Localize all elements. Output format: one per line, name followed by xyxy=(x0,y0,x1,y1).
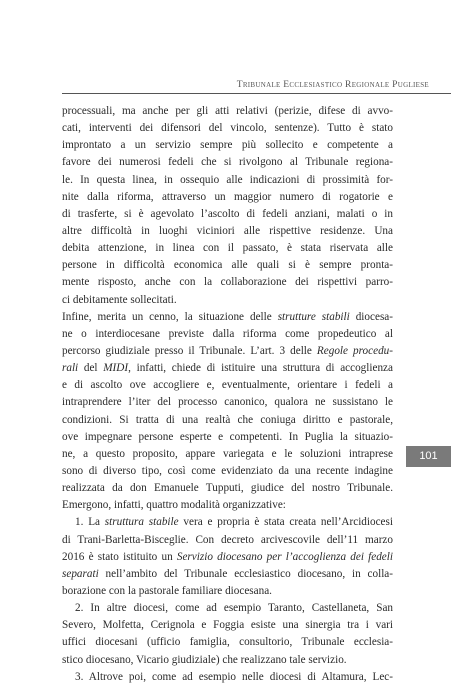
text-run: 2. In altre diocesi, come ad esempio Taranto, Castellaneta, San xyxy=(75,602,393,615)
text-run: ne, a questo proposito, appare variegata e le soluzioni intraprese xyxy=(62,447,393,460)
text-line xyxy=(62,549,393,566)
italic-text: separati xyxy=(62,567,99,580)
text-line xyxy=(62,497,393,514)
text-run: 2016 è stato istituito un xyxy=(62,550,177,563)
text-run: sono di diverso tipo, così come evidenziato da una recente indagine xyxy=(62,464,393,477)
text-run: 3. Altrove poi, come ad esempio nelle diocesi di Altamura, Lec- xyxy=(75,670,393,683)
text-run: processuali, ma anche per gli atti relativi (perizie, difese di avvo- xyxy=(62,105,393,117)
text-line xyxy=(62,446,393,463)
header-rule xyxy=(62,93,451,94)
text-run: e di ascolto ove accogliere e, eventualmente, orientare i fedeli a xyxy=(62,379,393,392)
text-run: 1. La xyxy=(75,516,105,529)
text-run: del xyxy=(78,362,104,375)
text-line xyxy=(62,532,393,549)
text-line xyxy=(62,172,393,189)
text-run: improntato a un servizio sempre più sollecito e competente a xyxy=(62,139,393,152)
text-run: borazione con la pastorale familiare diocesana. xyxy=(62,584,272,597)
text-line xyxy=(62,480,393,497)
text-line xyxy=(62,583,393,600)
text-line xyxy=(62,103,393,120)
text-line xyxy=(62,154,393,171)
text-run: le. In questa linea, in ossequio alle indicazioni di prossimità for- xyxy=(62,173,393,186)
text-line xyxy=(62,634,393,651)
text-line xyxy=(62,189,393,206)
italic-text: Regole procedu- xyxy=(316,344,393,357)
text-line xyxy=(62,274,393,291)
text-line xyxy=(62,652,393,669)
text-line xyxy=(62,617,393,634)
page-number-tab xyxy=(406,446,451,467)
text-run: debita attenzione, in linea con il passato, è stata riservata alle xyxy=(62,242,393,255)
italic-text: MIDI xyxy=(103,362,129,375)
text-run: cati, interventi dei difensori del vincolo, sentenze). Tutto è stato xyxy=(62,122,393,135)
italic-text: rali xyxy=(62,362,79,375)
text-line xyxy=(62,360,393,377)
text-line xyxy=(62,120,393,137)
text-run: intraprendere l’iter del processo canonico, qualora ne sussistano le xyxy=(62,396,393,409)
text-run: condizioni. Si tratta di una realtà che coniuga diritto e pastorale, xyxy=(62,413,393,426)
text-run: uffici diocesani (ufficio famiglia, consultorio, Tribunale ecclesia- xyxy=(62,636,393,649)
text-line xyxy=(62,514,393,531)
text-run: nell’ambito del Tribunale ecclesiastico diocesano, in colla- xyxy=(98,567,393,580)
italic-text: strutture stabili xyxy=(277,310,350,323)
text-run: , infatti, chiede di istituire una struttura di accoglienza xyxy=(128,362,393,375)
text-line xyxy=(62,463,393,480)
page-number: 101 xyxy=(419,450,438,462)
text-run: di Trani-Barletta-Bisceglie. Con decreto arcivescovile dell’11 marzo xyxy=(62,533,393,546)
text-line xyxy=(62,206,393,223)
text-line xyxy=(62,429,393,446)
text-line xyxy=(62,223,393,240)
body-text xyxy=(62,103,393,686)
text-line xyxy=(62,394,393,411)
text-line xyxy=(62,309,393,326)
text-line xyxy=(62,240,393,257)
text-run: nite dalla riforma, attraverso un maggior numero di rogatorie e xyxy=(62,190,393,203)
text-run: ne o interdiocesane previste dalla riforma come propedeutico al xyxy=(62,327,393,340)
running-head: Tribunale Ecclesiastico Regionale Pugliese xyxy=(236,80,429,90)
text-run: ove impegnare persone esperte e competenti. In Puglia la situazio- xyxy=(62,430,393,443)
text-line xyxy=(62,377,393,394)
text-run: percorso giudiziale presso il Tribunale. L’art. 3 delle xyxy=(62,344,317,357)
italic-text: Servizio diocesano per l’accoglienza dei fedeli xyxy=(176,550,393,563)
text-line xyxy=(62,257,393,274)
text-run: di trasferte, si è agevolato l’ascolto di fedeli anziani, malati o in xyxy=(62,207,393,220)
italic-text: struttura stabile xyxy=(104,516,179,529)
text-run: Emergono, infatti, quattro modalità organizzative: xyxy=(62,499,286,512)
text-run: ci debitamente sollecitati. xyxy=(62,293,177,306)
text-line xyxy=(62,292,393,309)
text-run: altre difficoltà in luoghi viciniori alle rispettive residenze. Una xyxy=(62,224,393,237)
text-run: persone in difficoltà economica alle quali si è sempre pronta- xyxy=(62,259,393,272)
text-line xyxy=(62,412,393,429)
text-run: mente risposto, anche con la collaborazione dei rispettivi parro- xyxy=(62,276,393,289)
text-run: vera e propria è stata creata nell’Arcidiocesi xyxy=(178,516,393,529)
text-line xyxy=(62,343,393,360)
text-line xyxy=(62,566,393,583)
text-run: stico diocesano, Vicario giudiziale) che realizzano tale servizio. xyxy=(62,653,347,666)
text-line xyxy=(62,600,393,617)
text-run: Infine, merita un cenno, la situazione delle xyxy=(62,310,278,323)
text-run: Severo, Molfetta, Cerignola e Foggia esiste una sinergia tra i vari xyxy=(62,619,393,632)
text-run: favore dei numerosi fedeli che si rivolgono al Tribunale regiona- xyxy=(62,156,393,169)
text-line xyxy=(62,326,393,343)
text-run: diocesa- xyxy=(349,310,393,323)
text-run: realizzata da don Emanuele Tupputi, giudice del nostro Tribunale. xyxy=(62,482,393,495)
text-line xyxy=(62,137,393,154)
text-line xyxy=(62,669,393,686)
